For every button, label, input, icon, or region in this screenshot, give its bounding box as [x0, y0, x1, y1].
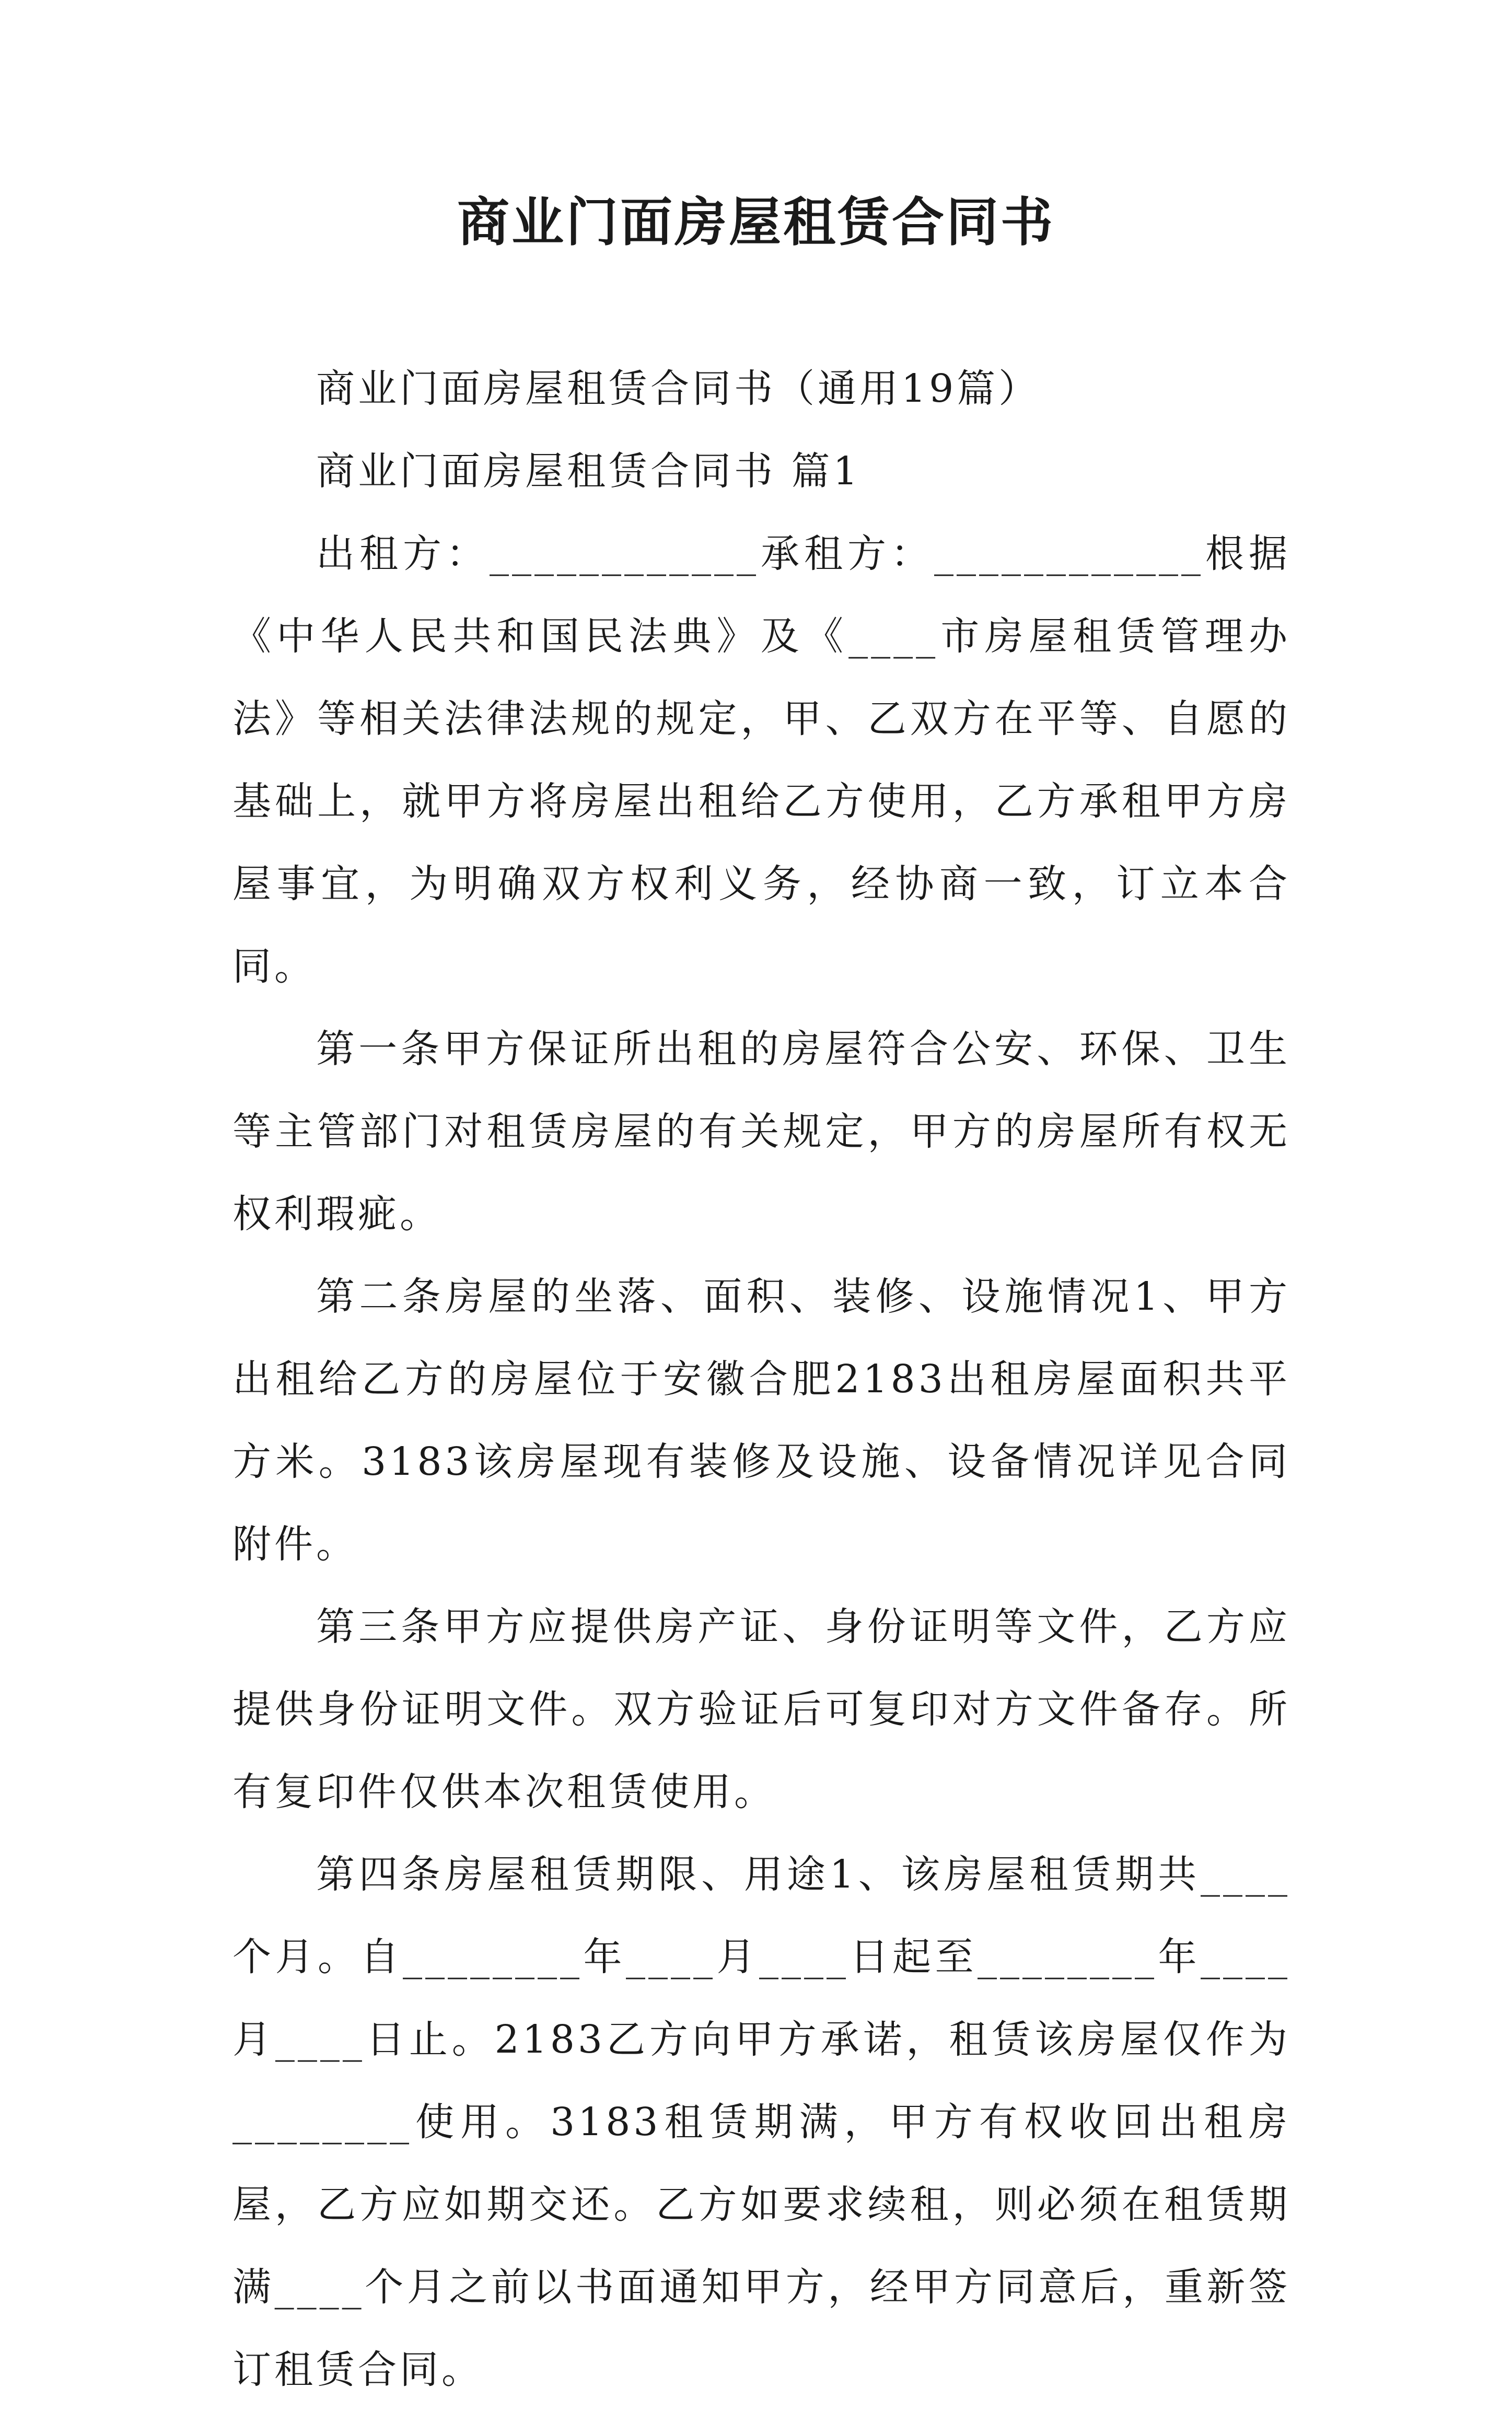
- article-2-paragraph: 第二条房屋的坐落、面积、装修、设施情况1、甲方出租给乙方的房屋位于安徽合肥2183出租房屋面积共平方米。3183该房屋现有装修及设施、设备情况详见合同附件。: [232, 1274, 1290, 1567]
- section-heading: 商业门面房屋租赁合同书 篇1: [316, 449, 861, 494]
- document-body: [232, 347, 1290, 2411]
- article-1-paragraph: 第一条甲方保证所出租的房屋符合公安、环保、卫生等主管部门对租赁房屋的有关规定，甲方的房屋所有权无权利瑕疵。: [232, 1027, 1290, 1237]
- article-3-paragraph: 第三条甲方应提供房产证、身份证明等文件，乙方应提供身份证明文件。双方验证后可复印对方文件备存。所有复印件仅供本次租赁使用。: [232, 1604, 1290, 1814]
- article-4-paragraph: 第四条房屋租赁期限、用途1、该房屋租赁期共____个月。自________年____月____日起至________年____月____日止。2183乙方向甲方承诺，租赁该房屋仅作为________使用。3183租赁期满，甲方有权收回出租房屋，乙方应如期交还。乙方如要求续租，则必须在租赁期满____个月之前以书面通知甲方，经甲方同意后，重新签订租赁合同。: [232, 1852, 1290, 2392]
- preamble-paragraph: 出租方：____________承租方：____________根据《中华人民共和国民法典》及《____市房屋租赁管理办法》等相关法律法规的规定，甲、乙双方在平等、自愿的基础上，就甲方将房屋出租给乙方使用，乙方承租甲方房屋事宜，为明确双方权利义务，经协商一致，订立本合同。: [232, 531, 1290, 989]
- subtitle-paragraph: 商业门面房屋租赁合同书（通用19篇）: [316, 366, 1041, 411]
- document-title: 商业门面房屋租赁合同书: [457, 191, 1055, 253]
